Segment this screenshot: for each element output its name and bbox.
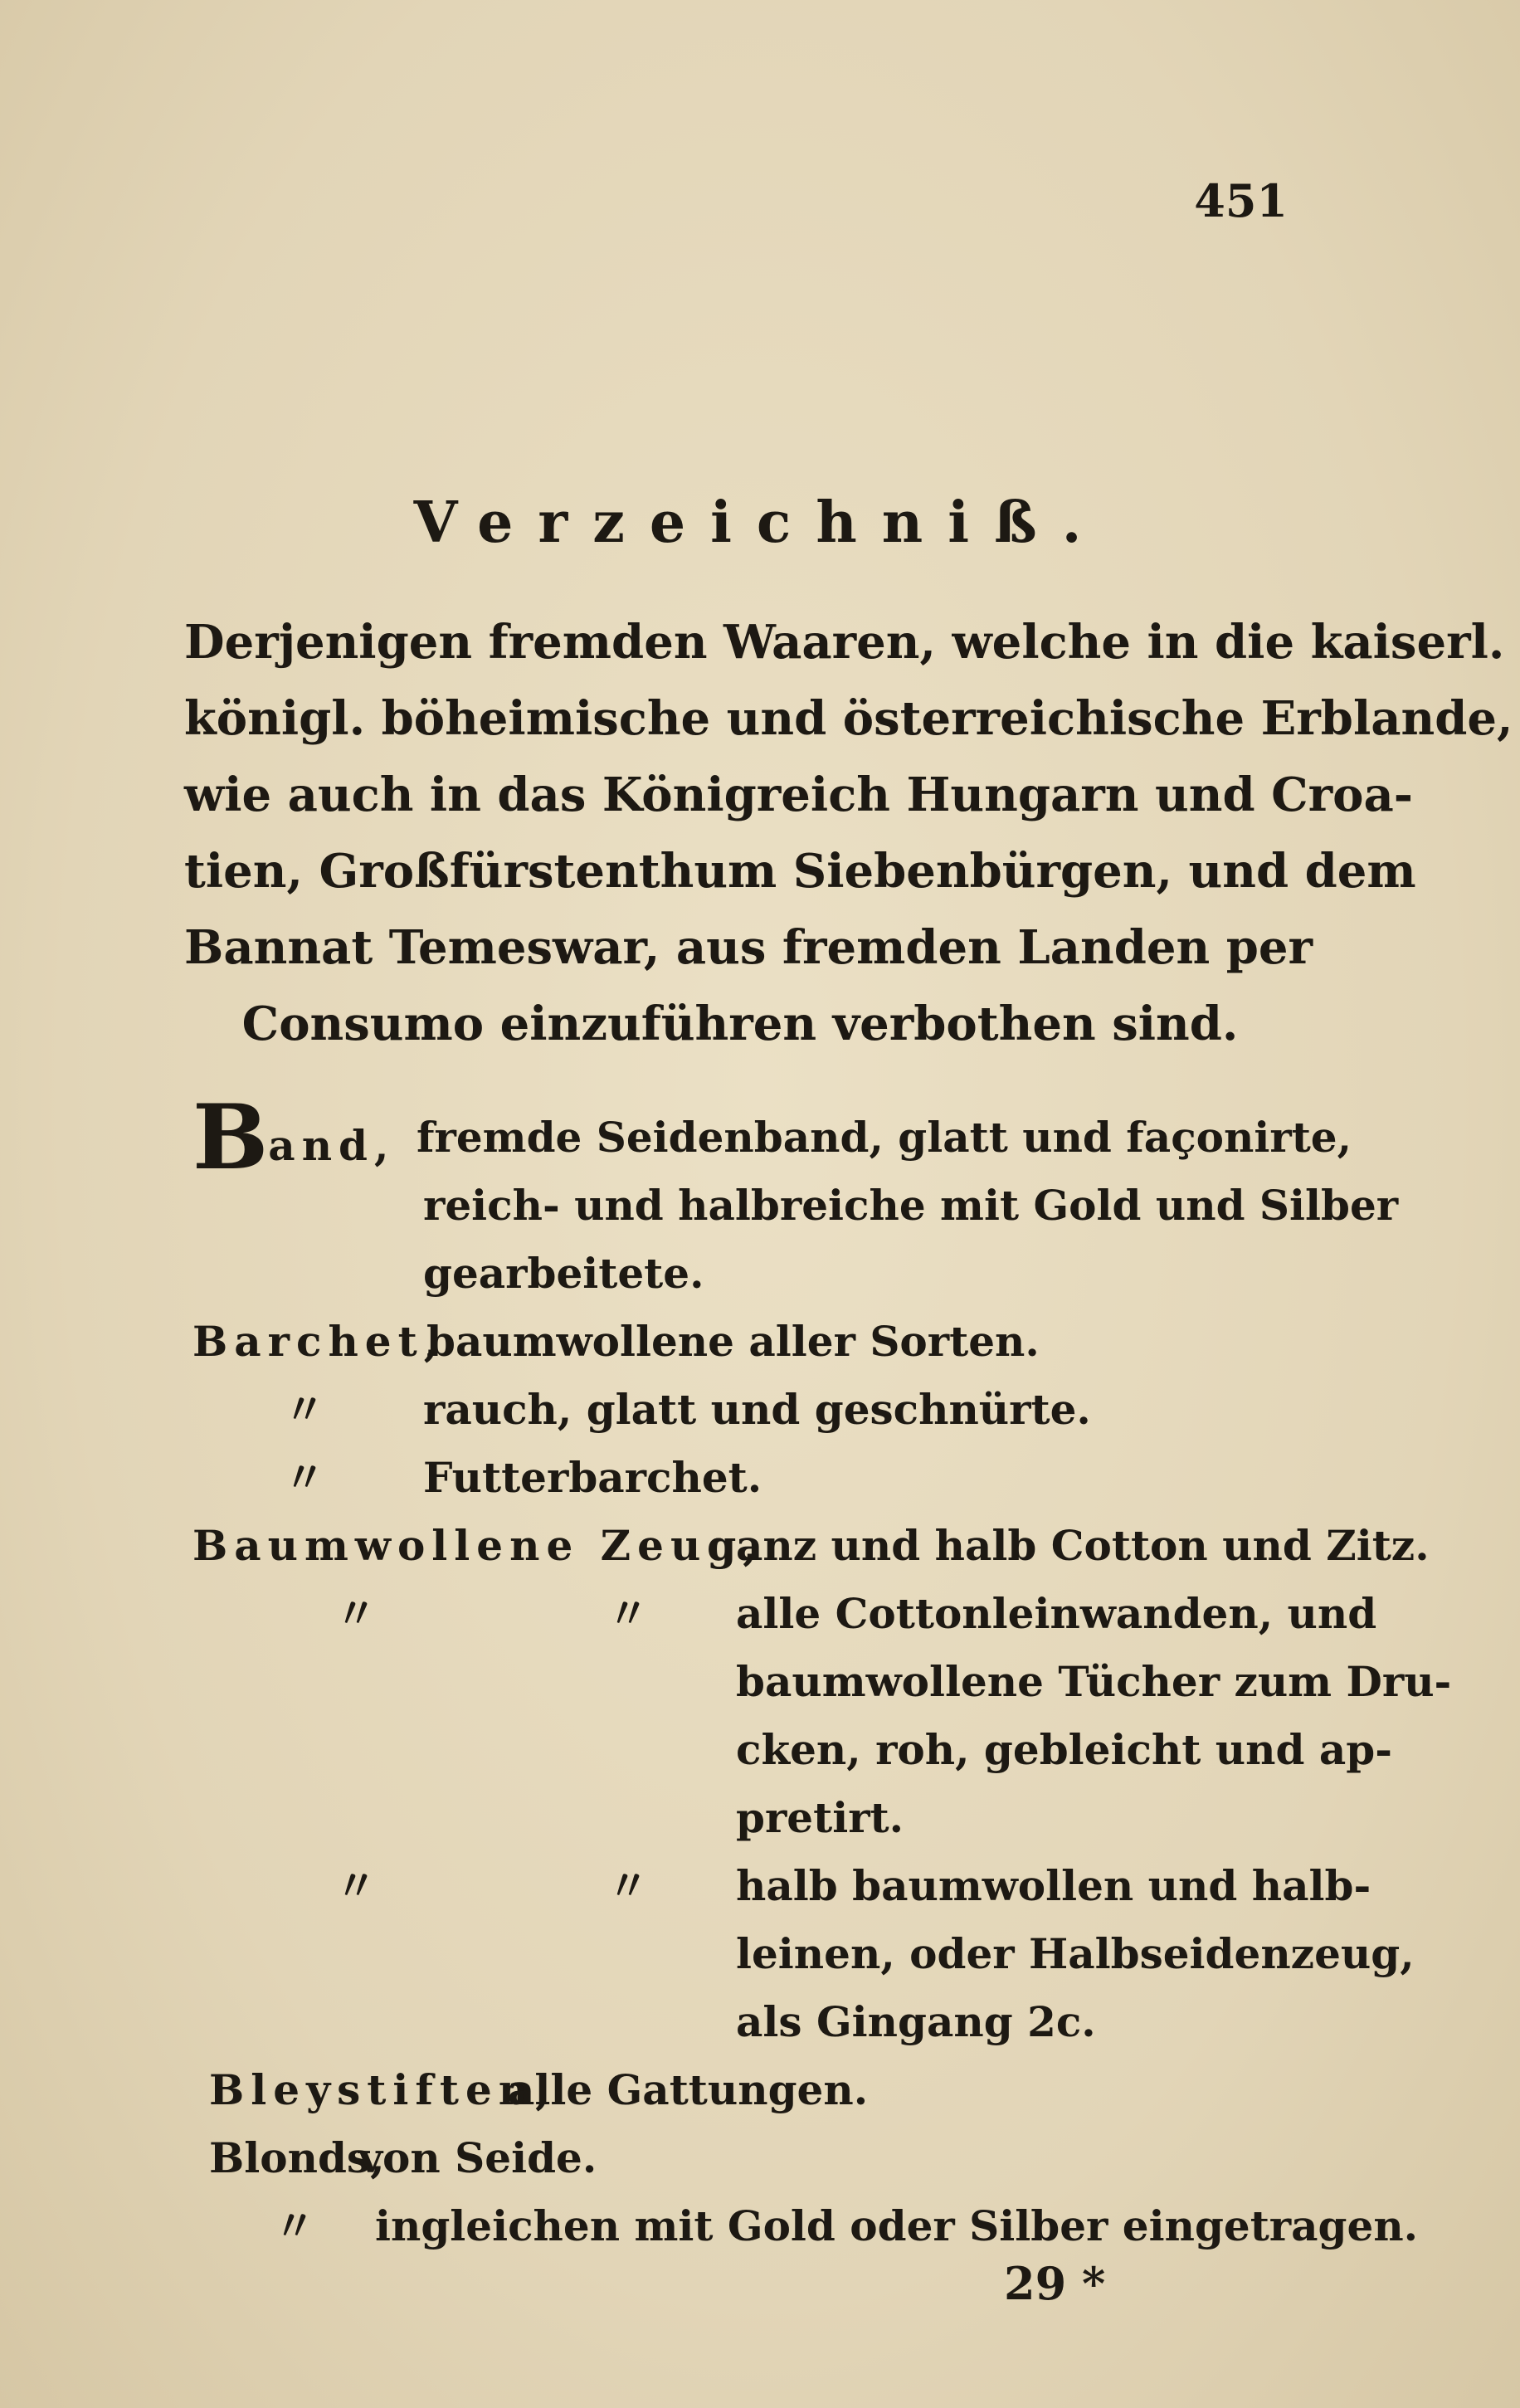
entry-heading xyxy=(192,1085,396,1190)
entry-text: baumwollene aller Sorten. xyxy=(426,1317,1040,1366)
intro-line: tien, Großfürstenthum Siebenbürgen, und dem xyxy=(184,844,1416,899)
ditto-mark: 〃 xyxy=(274,2201,315,2250)
entry-text: gearbeitete. xyxy=(423,1249,704,1298)
entry-heading-rest: and, xyxy=(268,1121,396,1170)
entry-band xyxy=(192,1085,1352,1190)
ditto-mark: 〃 xyxy=(335,1589,377,1638)
entry-text: fremde Seidenband, glatt und façonirte, xyxy=(417,1113,1352,1162)
entry-text: leinen, oder Halbseidenzeug, xyxy=(736,1929,1415,1978)
entry-text: cken, roh, gebleicht und ap- xyxy=(736,1725,1392,1774)
intro-line: wie auch in das Königreich Hungarn und Croa- xyxy=(184,768,1414,822)
entry-text: alle Gattungen. xyxy=(508,2065,869,2114)
entry-text: reich- und halbreiche mit Gold und Silber xyxy=(423,1181,1399,1230)
entry-barchet xyxy=(192,1308,1321,1376)
entry-text: baumwollene Tücher zum Dru- xyxy=(736,1657,1452,1706)
entry-heading: Bleystiften, xyxy=(209,2065,557,2114)
entry-text: alle Cottonleinwanden, und xyxy=(736,1589,1377,1638)
ditto-mark: 〃 xyxy=(607,1589,649,1638)
entry-text: als Gingang 2c. xyxy=(736,1997,1096,2046)
page-title: Verzeichniß. xyxy=(413,490,1107,556)
ditto-mark: 〃 xyxy=(284,1453,325,1502)
entry-baumwollene-zeug xyxy=(192,1512,1430,1580)
ditto-mark: 〃 xyxy=(335,1861,377,1910)
intro-line: Consumo einzuführen verbothen sind. xyxy=(241,997,1239,1051)
entry-heading: Baumwollene Zeug, xyxy=(192,1521,764,1570)
intro-line: königl. böheimische und österreichische Erblande, xyxy=(184,691,1513,746)
intro-line: Derjenigen fremden Waaren, welche in die kaiserl. xyxy=(184,615,1505,670)
intro-line: Bannat Temeswar, aus fremden Landen per xyxy=(184,920,1313,975)
ditto-mark: 〃 xyxy=(284,1385,325,1434)
entry-heading: Barchet, xyxy=(192,1317,446,1366)
entry-text: halb baumwollen und halb- xyxy=(736,1861,1371,1910)
drop-initial: B xyxy=(192,1085,269,1190)
entry-text: von Seide. xyxy=(358,2133,597,2182)
entry-list xyxy=(192,1085,1452,2260)
entry-text: Futterbarchet. xyxy=(423,1453,762,1502)
ditto-mark: 〃 xyxy=(607,1861,649,1910)
intro-paragraph xyxy=(184,604,1513,1062)
entry-heading: Blonds, xyxy=(209,2133,385,2182)
entry-text: ganz und halb Cotton und Zitz. xyxy=(707,1521,1430,1570)
entry-text: pretirt. xyxy=(736,1793,904,1842)
entry-text: ingleichen mit Gold oder Silber eingetragen. xyxy=(375,2201,1419,2250)
entry-blonds xyxy=(192,2124,1321,2192)
page-number: 451 xyxy=(1194,174,1288,227)
entry-text: rauch, glatt und geschnürte. xyxy=(423,1385,1091,1434)
signature-mark: 29 * xyxy=(1004,2257,1106,2310)
entry-bleystiften xyxy=(192,2056,1321,2124)
